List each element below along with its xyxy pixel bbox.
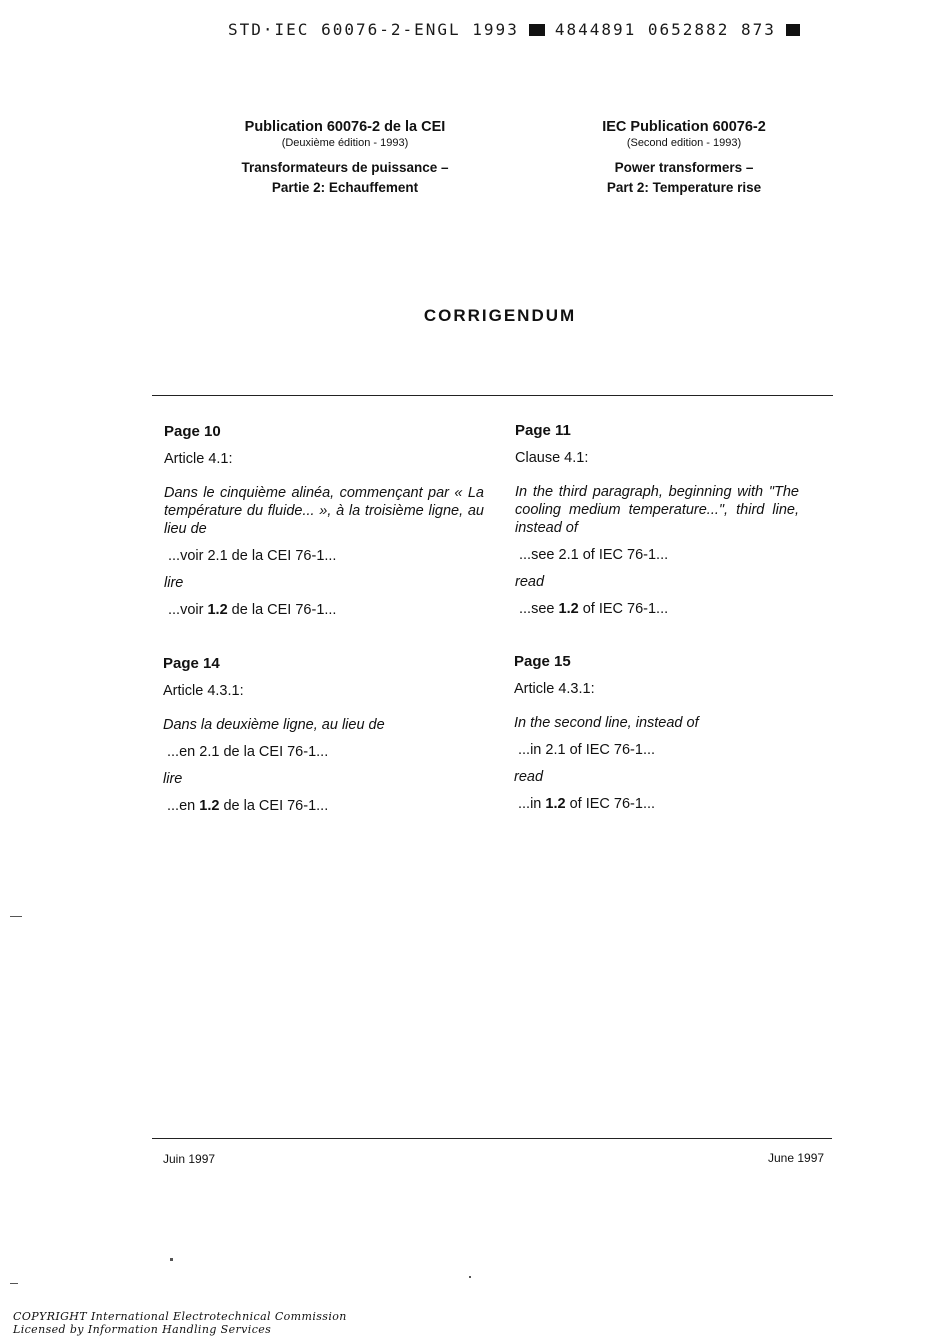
article-ref: Article 4.3.1: [514, 681, 595, 697]
page-ref: Page 10 [164, 423, 221, 440]
new-text: ...voir 1.2 de la CEI 76-1... [168, 602, 337, 618]
read-label: lire [163, 771, 183, 787]
read-label: read [514, 769, 544, 785]
page-ref: Page 14 [163, 655, 220, 672]
scan-speck [469, 1276, 471, 1278]
publication-en-title: IEC Publication 60076-2 [602, 119, 766, 135]
instruction: Dans le cinquième alinéa, commençant par « La température du fluide... », à la troisième ligne, au lieu de [164, 485, 484, 537]
correction-fr-page-14 [163, 655, 483, 824]
instruction: Dans la deuxième ligne, au lieu de [163, 717, 385, 733]
footer-date-fr: Juin 1997 [163, 1152, 216, 1166]
copyright-line-1: COPYRIGHT International Electrotechnical Commission [13, 1310, 347, 1323]
new-text: ...see 1.2 of IEC 76-1... [519, 601, 669, 617]
publication-en-edition: (Second edition - 1993) [626, 137, 742, 149]
publication-en [519, 118, 849, 198]
article-ref: Clause 4.1: [515, 450, 589, 466]
redaction-block [529, 24, 545, 36]
scan-speck [170, 1258, 173, 1261]
old-text: ...see 2.1 of IEC 76-1... [519, 547, 669, 563]
publication-fr [180, 118, 510, 198]
scan-speck [10, 1283, 18, 1284]
article-ref: Article 4.3.1: [163, 683, 244, 699]
page-ref: Page 15 [514, 653, 571, 670]
scan-header-left: STD·IEC 60076-2-ENGL 1993 [228, 20, 519, 39]
read-label: lire [164, 575, 184, 591]
footer-date-en: June 1997 [768, 1151, 825, 1165]
publication-en-part: Part 2: Temperature rise [606, 180, 762, 195]
copyright-notice [13, 1310, 347, 1336]
article-ref: Article 4.1: [164, 451, 233, 467]
old-text: ...in 2.1 of IEC 76-1... [518, 742, 656, 758]
old-text: ...en 2.1 de la CEI 76-1... [167, 744, 329, 760]
redaction-block [786, 24, 800, 36]
new-text: ...in 1.2 of IEC 76-1... [518, 796, 656, 812]
publication-fr-edition: (Deuxième édition - 1993) [281, 137, 409, 149]
publication-en-subject: Power transformers – [614, 160, 754, 175]
page-ref: Page 11 [515, 422, 571, 439]
copyright-line-2: Licensed by Information Handling Services [13, 1323, 272, 1336]
new-text: ...en 1.2 de la CEI 76-1... [167, 798, 329, 814]
correction-fr-page-10 [164, 423, 484, 628]
publication-fr-title: Publication 60076-2 de la CEI [244, 119, 446, 135]
scan-header-middle: 4844891 0652882 873 [554, 20, 776, 39]
scan-header [228, 20, 800, 39]
top-divider [152, 395, 833, 396]
scan-speck [10, 916, 22, 917]
instruction: In the third paragraph, beginning with "The cooling medium temperature...", third line, instead of [515, 484, 799, 536]
corrigendum-heading: CORRIGENDUM [423, 306, 577, 325]
publication-fr-subject: Transformateurs de puissance – [241, 160, 449, 175]
correction-en-page-11 [515, 422, 799, 627]
bottom-divider [152, 1138, 832, 1139]
instruction: In the second line, instead of [514, 715, 699, 731]
publication-fr-part: Partie 2: Echauffement [271, 180, 419, 195]
read-label: read [515, 574, 545, 590]
correction-en-page-15 [514, 653, 834, 822]
old-text: ...voir 2.1 de la CEI 76-1... [168, 548, 337, 564]
